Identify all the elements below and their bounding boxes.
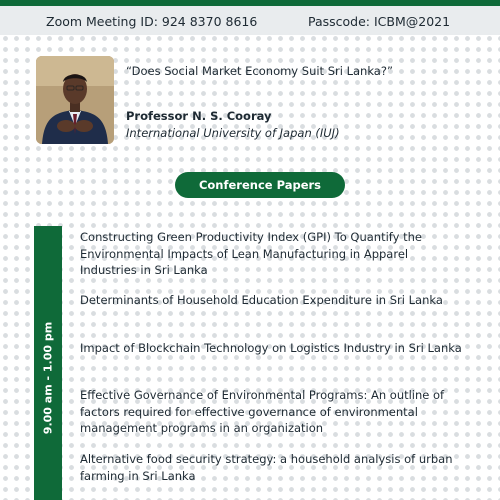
speaker-affiliation: International University of Japan (IUJ) — [126, 126, 340, 140]
speaker-name: Professor N. S. Cooray — [126, 109, 272, 123]
paper-title-1: Constructing Green Productivity Index (GPI) To Quantify the Environmental Impacts of Lean Manufacturing in Apparel Industries in Sri Lanka — [80, 230, 422, 277]
paper-title-5: Alternative food security strategy: a household analysis of urban farming in Sri Lanka — [80, 452, 453, 483]
zoom-meeting-id: Zoom Meeting ID: 924 8370 8616 — [46, 14, 258, 29]
keynote-title: “Does Social Market Economy Suit Sri Lanka?” — [126, 64, 393, 78]
session-time-label: 9.00 am - 1.00 pm — [41, 321, 55, 435]
zoom-passcode: Passcode: ICBM@2021 — [308, 14, 451, 29]
conference-papers-badge: Conference Papers — [175, 172, 345, 198]
speaker-photo — [36, 56, 114, 144]
paper-title-3: Impact of Blockchain Technology on Logistics Industry in Sri Lanka — [80, 341, 462, 355]
paper-title-4: Effective Governance of Environmental Programs: An outline of factors required for effective governance of environmental management programs in an organization — [80, 388, 445, 435]
zoom-info-bar — [0, 6, 500, 35]
paper-title-2: Determinants of Household Education Expenditure in Sri Lanka — [80, 293, 443, 307]
